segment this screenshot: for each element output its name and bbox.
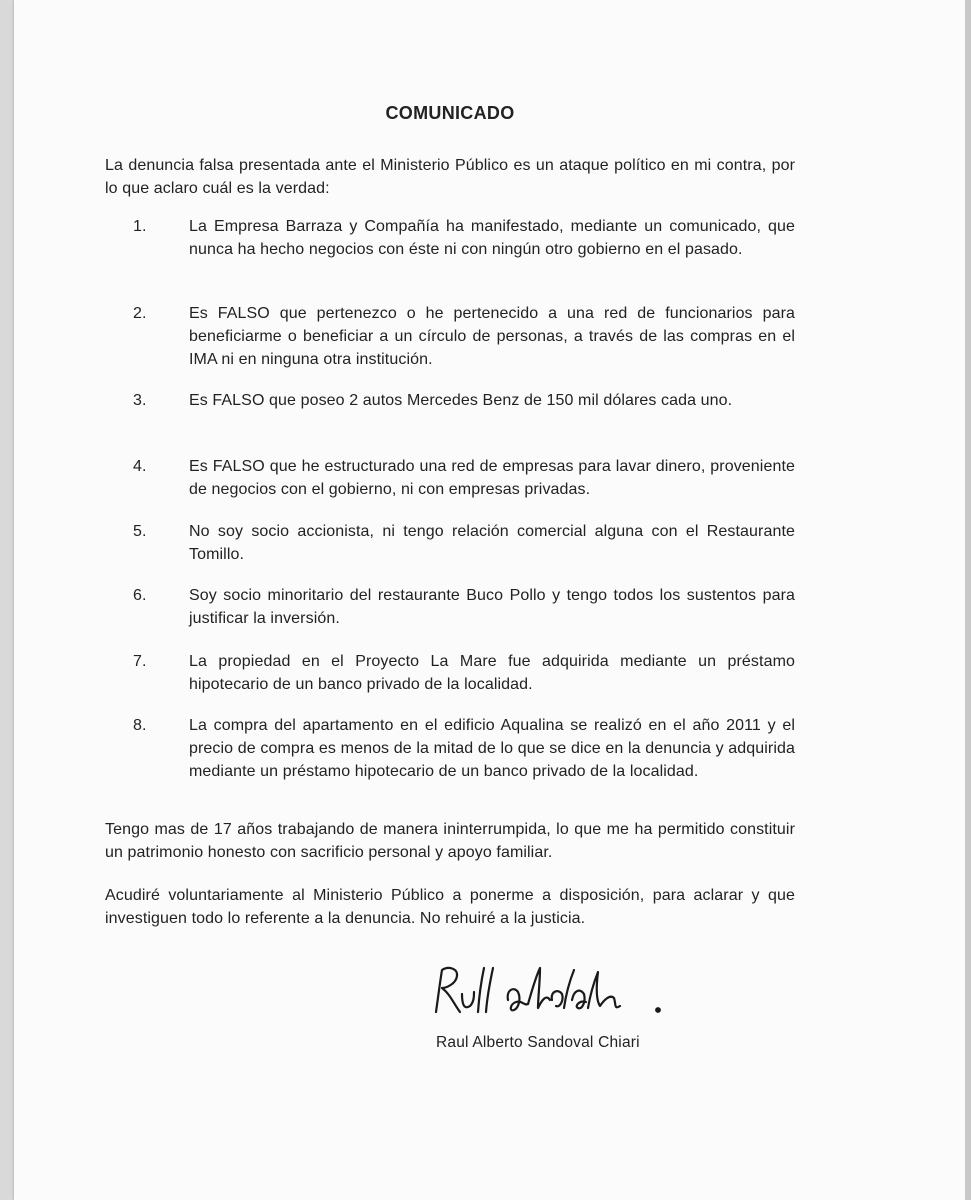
list-item-number: 2. [133,305,147,322]
list-item-text: No soy socio accionista, ni tengo relación comercial alguna con el Restaurante Tomillo. [189,523,795,563]
list-item-text: La propiedad en el Proyecto La Mare fue adquirida mediante un préstamo hipotecario de un banco privado de la localidad. [189,653,795,693]
list-item-number: 4. [133,458,147,475]
signatory-name: Raul Alberto Sandoval Chiari [436,1034,640,1051]
document-page [14,0,966,1200]
list-item-text: La compra del apartamento en el edificio Aqualina se realizó en el año 2011 y el precio de compra es menos de la mitad de lo que se dice en la denuncia y adquirida mediante un préstamo hipotecario de un banco privado de la localidad. [189,717,795,780]
list-item-text: Es FALSO que pertenezco o he pertenecido a una red de funcionarios para beneficiarme o beneficiar a un círculo de personas, a través de las compras en el IMA ni en ninguna otra institución. [189,305,795,368]
closing-paragraph-2: Acudiré voluntariamente al Ministerio Público a ponerme a disposición, para aclarar y que investiguen todo lo referente a la denuncia. No rehuiré a la justicia. [105,887,795,927]
list-item-text: Soy socio minoritario del restaurante Buco Pollo y tengo todos los sustentos para justificar la inversión. [189,587,795,627]
list-item-number: 8. [133,717,147,734]
list-item-text: La Empresa Barraza y Compañía ha manifestado, mediante un comunicado, que nunca ha hecho negocios con éste ni con ningún otro gobierno en el pasado. [189,218,795,258]
list-item-text: Es FALSO que he estructurado una red de empresas para lavar dinero, proveniente de negocios con el gobierno, ni con empresas privadas. [189,458,795,498]
list-item-text: Es FALSO que poseo 2 autos Mercedes Benz de 150 mil dólares cada uno. [189,392,733,409]
list-item-number: 6. [133,587,147,604]
closing-paragraph-1: Tengo mas de 17 años trabajando de manera ininterrumpida, lo que me ha permitido constituir un patrimonio honesto con sacrificio personal y apoyo familiar. [105,821,795,861]
handwritten-signature [424,960,684,1020]
intro-paragraph: La denuncia falsa presentada ante el Ministerio Público es un ataque político en mi contra, por lo que aclaro cuál es la verdad: [105,157,795,197]
list-item-number: 7. [133,653,147,670]
list-item-number: 3. [133,392,147,409]
document-title: COMUNICADO [385,103,515,123]
list-item-number: 5. [133,523,147,540]
list-item-number: 1. [133,218,147,235]
scan-edge [965,0,971,1200]
